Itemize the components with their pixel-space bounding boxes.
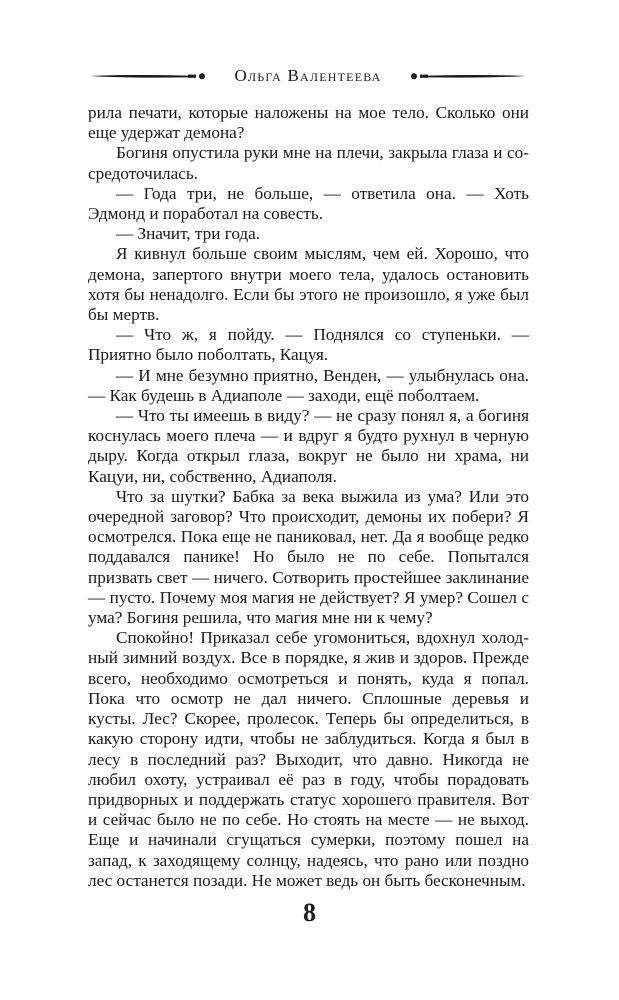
page-number: 8: [303, 898, 316, 927]
paragraph: — Года три, не больше, — ответила она. — Хоть Эдмонд и поработал на совесть.: [88, 183, 529, 224]
paragraph: — Что ж, я пойду. — Поднялся со ступеньки. — Приятно было поболтать, Кацуя.: [88, 325, 529, 365]
running-header: [88, 62, 528, 90]
header-title: Ольга Валентеева: [234, 66, 382, 85]
body-text: [88, 103, 529, 891]
paragraph: Богиня опустила руки мне на плечи, закрыла глаза и сосредоточилась.: [88, 143, 529, 183]
paragraph: — Значит, три года.: [116, 224, 261, 244]
paragraph: Спокойно! Приказал себе угомониться, вдохнул холодный зимний воздух. Все в порядке, я жив и здоров. Прежде всего, необходимо осмотреться и понять, куда я попал. Пока что осмотр не дал ничего. Сплошные деревья и кусты. Лес? Скорее, пролесок. Теперь бы определиться, в какую сторону идти, чтобы не заблудиться. Когда я был в лесу в последний раз? Выходит, что давно. Никогда не любил охоту, устраивал её раз в году, чтобы порадовать придворных и поддержать статус хорошего правителя. Вот и сейчас было не по себе. Но стоять на месте — не выход. Еще и начинали сгущаться сумерки, поэтому пошел на запад, к заходящему солнцу, надеясь, что рано или поздно лес останется позади. Не может ведь он быть бесконечным.: [88, 628, 529, 890]
paragraph: — И мне безумно приятно, Венден, — улыбнулась она. — Как будешь в Адиаполе — заходи, ещё поболтаем.: [88, 365, 529, 405]
paragraph: — Что ты имеешь в виду? — не сразу понял я, а богиня коснулась моего плеча — и вдруг я будто рухнул в черную дыру. Когда открыл глаза, вокруг не было ни храма, ни Кацуи, ни, собственно, Адиаполя.: [88, 406, 529, 486]
paragraph: Что за шутки? Бабка за века выжила из ума? Или это очередной заговор? Что происходит, демоны их побери? Я осмотрелся. Пока еще не паниковал, нет. Да я вообще редко поддавался панике! Но было не по себе. Попытался призвать свет — ничего. Сотворить простейшее заклинание — пусто. Почему моя магия не действует? Я умер? Сошел с ума? Богиня решила, что магия мне ни к чему?: [88, 486, 529, 628]
paragraph: рила печати, которые наложены на мое тело. Сколько они еще удержат демона?: [88, 103, 529, 143]
paragraph: Я кивнул больше своим мыслям, чем ей. Хорошо, что демона, запертого внутри моего тела, удалось остановить хотя бы ненадолго. Если бы этого не произошло, я уже был бы мертв.: [88, 244, 529, 325]
